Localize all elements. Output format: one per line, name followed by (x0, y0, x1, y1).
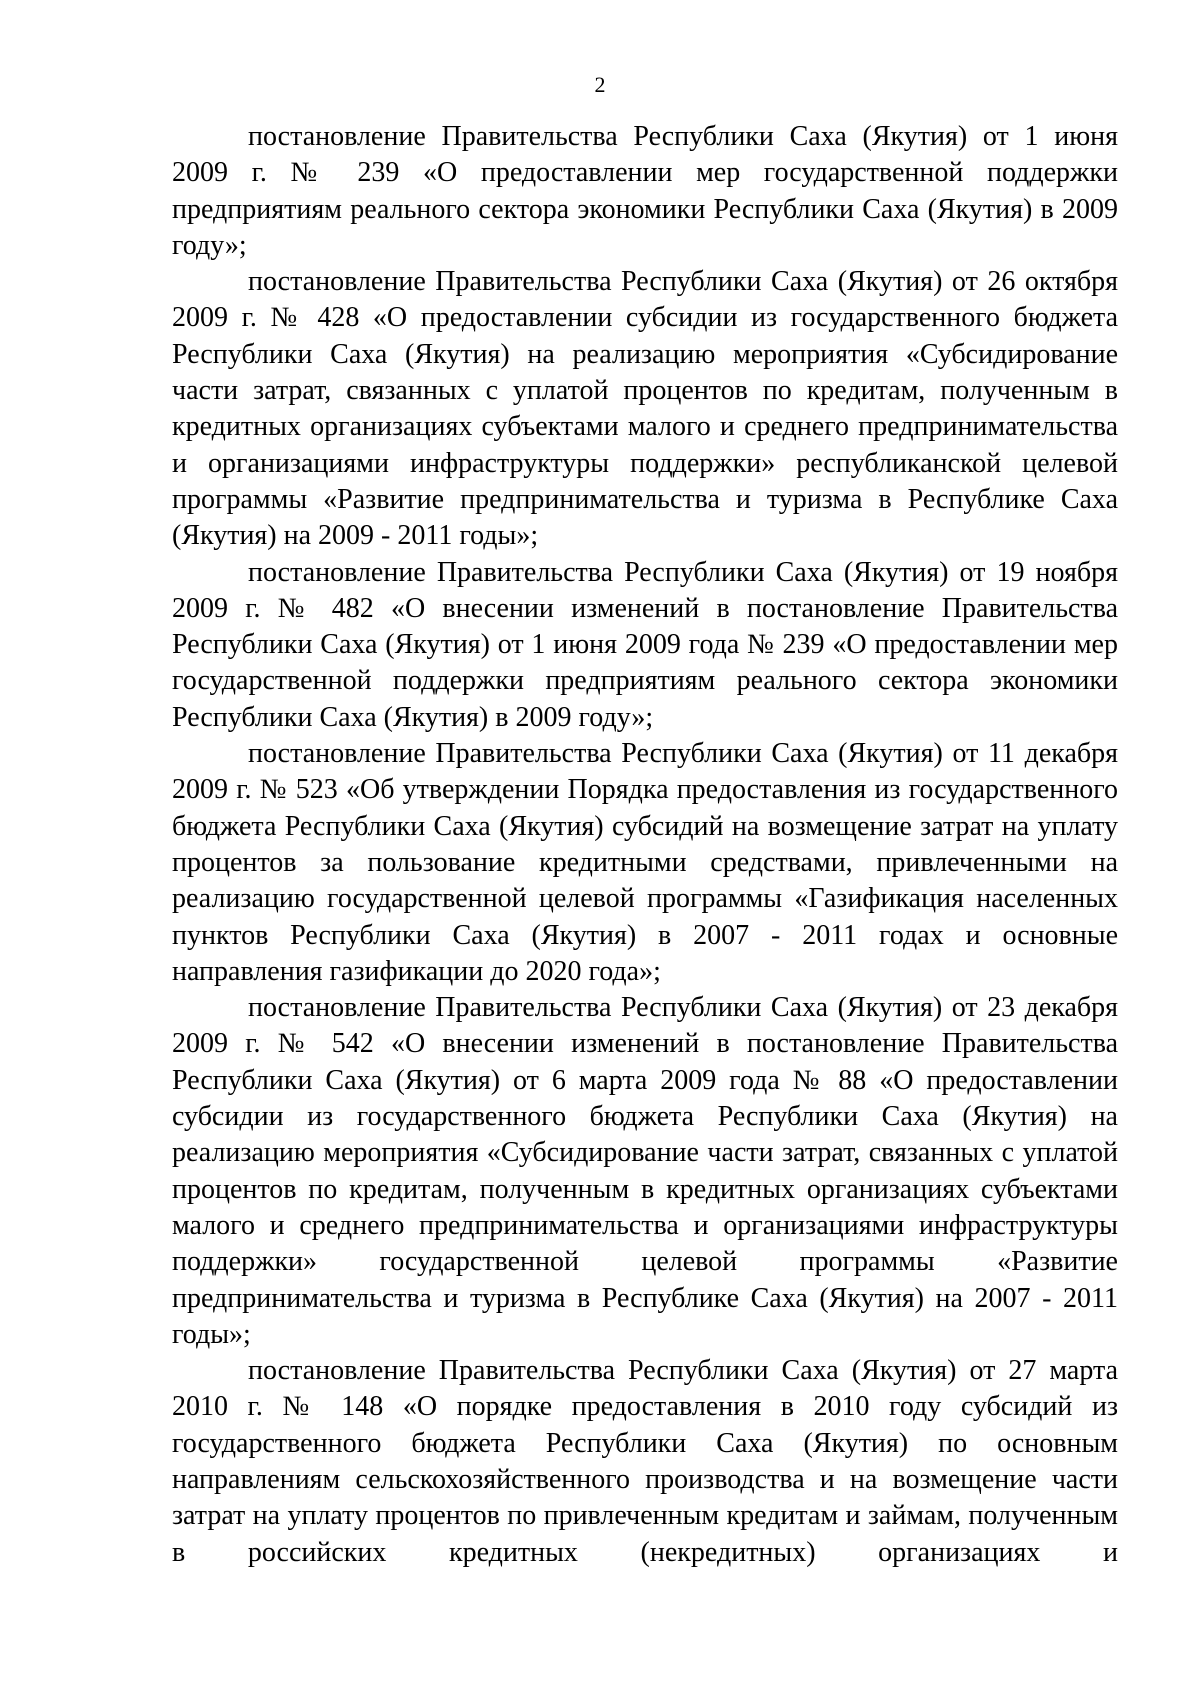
page-number: 2 (594, 72, 606, 97)
paragraph-decree-542: постановление Правительства Республики Саха (Якутия) от 23 декабря 2009 г. № 542 «О внесении изменений в постановление Правительства Республики Саха (Якутия) от 6 марта 2009 года № 88 «О предоставлении субсидии из государственного бюджета Республики Саха (Якутия) на реализацию мероприятия «Субсидирование части затрат, связанных с уплатой процентов по кредитам, полученным в кредитных организациях субъектами малого и среднего предпринимательства и организациями инфраструктуры поддержки» государственной целевой программы «Развитие предпринимательства и туризма в Республике Саха (Якутия) на 2007 - 2011 годы»; (172, 992, 1118, 1350)
paragraph-decree-523: постановление Правительства Республики Саха (Якутия) от 11 декабря 2009 г. № 523 «Об утверждении Порядка предоставления из государственного бюджета Республики Саха (Якутия) субсидий на возмещение затрат на уплату процентов за пользование кредитными средствами, привлеченными на реализацию государственной целевой программы «Газификация населенных пунктов Республики Саха (Якутия) в 2007 - 2011 годах и основные направления газификации до 2020 года»; (172, 738, 1118, 987)
paragraph-decree-482: постановление Правительства Республики Саха (Якутия) от 19 ноября 2009 г. № 482 «О внесении изменений в постановление Правительства Республики Саха (Якутия) от 1 июня 2009 года № 239 «О предоставлении мер государственной поддержки предприятиям реального сектора экономики Республики Саха (Якутия) в 2009 году»; (172, 556, 1118, 733)
document-body (172, 119, 1118, 1571)
paragraph-decree-148: постановление Правительства Республики Саха (Якутия) от 27 марта 2010 г. № 148 «О порядке предоставления в 2010 году субсидий из государственного бюджета Республики Саха (Якутия) по основным направлениям сельскохозяйственного производства и на возмещение части затрат на уплату процентов по привлеченным кредитам и займам, полученным в российских кредитных (некредитных) организациях и (172, 1355, 1118, 1568)
paragraph-decree-428: постановление Правительства Республики Саха (Якутия) от 26 октября 2009 г. № 428 «О предоставлении субсидии из государственного бюджета Республики Саха (Якутия) на реализацию мероприятия «Субсидирование части затрат, связанных с уплатой процентов по кредитам, полученным в кредитных организациях субъектами малого и среднего предпринимательства и организациями инфраструктуры поддержки» республиканской целевой программы «Развитие предпринимательства и туризма в Республике Саха (Якутия) на 2009 - 2011 годы»; (172, 266, 1118, 552)
paragraph-decree-239: постановление Правительства Республики Саха (Якутия) от 1 июня 2009 г. № 239 «О предоставлении мер государственной поддержки предприятиям реального сектора экономики Республики Саха (Якутия) в 2009 году»; (172, 121, 1118, 261)
